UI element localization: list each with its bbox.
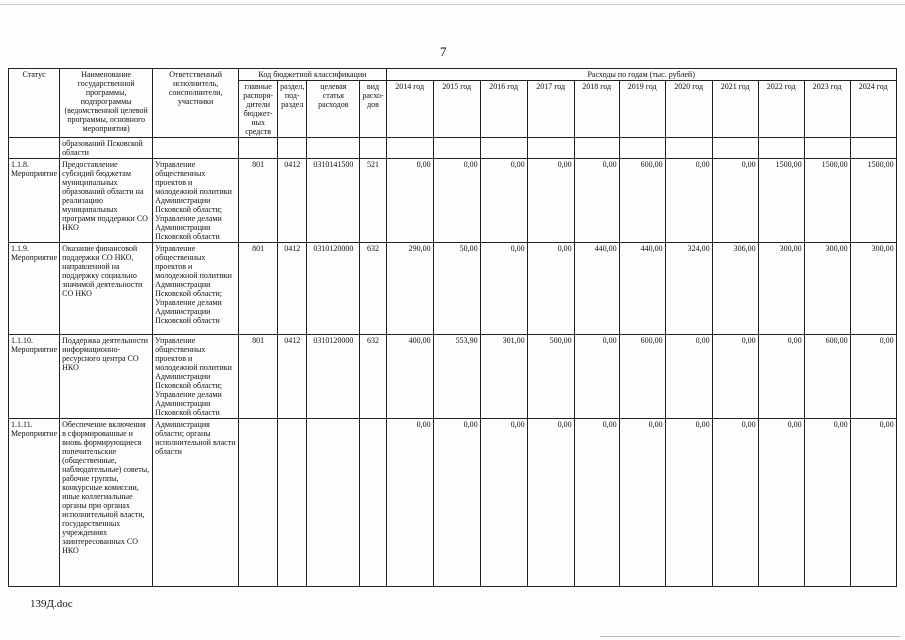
header-year: 2014 год [386, 81, 433, 138]
cell-value: 0,00 [480, 243, 527, 335]
cell-grbs: 801 [239, 243, 278, 335]
cell-vr: 632 [360, 243, 386, 335]
cell-value: 290,00 [386, 243, 433, 335]
cell-value: 0,00 [665, 159, 712, 243]
cell-value: 0,00 [574, 159, 619, 243]
cell-value: 0,00 [712, 159, 758, 243]
cell-value: 0,00 [619, 419, 665, 587]
header-rz: раздел, под-раздел [278, 81, 307, 138]
cell-value: 50,00 [433, 243, 480, 335]
continuation-text: образований Псковской области [60, 138, 153, 159]
cell-value: 1500,00 [804, 159, 850, 243]
cell-status: 1.1.9. Мероприятие [9, 243, 60, 335]
cell-csr [307, 419, 360, 587]
header-year: 2017 год [527, 81, 574, 138]
header-year: 2018 год [574, 81, 619, 138]
table-row [9, 243, 897, 335]
cell-value: 0,00 [712, 419, 758, 587]
cell-value: 300,00 [850, 243, 896, 335]
cell-status: 1.1.10. Мероприятие [9, 335, 60, 419]
cell-grbs: 801 [239, 159, 278, 243]
cell-csr: 0310141500 [307, 159, 360, 243]
cell-value: 1500,00 [850, 159, 896, 243]
cell-value: 0,00 [758, 335, 804, 419]
cell-name: Предоставление субсидий бюджетам муниципальных образований области на реализацию муниципальных программ поддержки СО НКО [60, 159, 153, 243]
page-number: 7 [440, 44, 447, 59]
cell-value: 300,00 [804, 243, 850, 335]
cell-value: 306,00 [712, 243, 758, 335]
cell-responsible: Управление общественных проектов и молодежной политики Администрации Псковской области; Управление делами Администрации Псковской области [153, 243, 239, 335]
cell-value: 553,90 [433, 335, 480, 419]
cell-value: 0,00 [850, 419, 896, 587]
cell-value: 0,00 [665, 419, 712, 587]
header-year: 2020 год [665, 81, 712, 138]
cell-value: 0,00 [386, 419, 433, 587]
cell-rz: 0412 [278, 159, 307, 243]
cell-value: 324,00 [665, 243, 712, 335]
cell-value: 301,00 [480, 335, 527, 419]
cell-status: 1.1.11. Мероприятие [9, 419, 60, 587]
header-year: 2016 год [480, 81, 527, 138]
cell-vr [360, 419, 386, 587]
header-vr: вид расхо-дов [360, 81, 386, 138]
header-years-title: Расходы по годам (тыс. рублей) [386, 69, 896, 81]
header-csr: целевая статья расходов [307, 81, 360, 138]
header-year: 2015 год [433, 81, 480, 138]
header-year: 2019 год [619, 81, 665, 138]
cell-value: 300,00 [758, 243, 804, 335]
cell-vr: 632 [360, 335, 386, 419]
cell-csr: 0310120000 [307, 243, 360, 335]
cell-grbs: 801 [239, 335, 278, 419]
cell-value: 0,00 [527, 159, 574, 243]
cell-rz: 0412 [278, 243, 307, 335]
header-grbs: главные распоря-дители бюджет-ных средств [239, 81, 278, 138]
cell-vr: 521 [360, 159, 386, 243]
cell-responsible: Управление общественных проектов и молодежной политики Администрации Псковской области; Управление делами Администрации Псковской области [153, 159, 239, 243]
header-status: Статус [9, 69, 60, 138]
table-row [9, 335, 897, 419]
scan-edge-top [0, 4, 905, 5]
cell-value: 0,00 [433, 419, 480, 587]
continuation-row [9, 138, 897, 159]
cell-value: 440,00 [619, 243, 665, 335]
cell-value: 1500,00 [758, 159, 804, 243]
cell-value: 440,00 [574, 243, 619, 335]
cell-csr: 0310120000 [307, 335, 360, 419]
cell-grbs [239, 419, 278, 587]
cell-value: 0,00 [574, 419, 619, 587]
cell-value: 0,00 [665, 335, 712, 419]
cell-status: 1.1.8. Мероприятие [9, 159, 60, 243]
cell-name: Обеспечение включения в сформированные и вновь формирующиеся попечительские (общественные, наблюдательные) советы, рабочие группы, конкурсные комиссии, иные коллегиальные органы при органах исполнительной власти, государственных учреждениях заинтересованных СО НКО [60, 419, 153, 587]
header-name: Наименование государственной программы, подпрограммы (ведомственной целевой программы, основного мероприятия) [60, 69, 153, 138]
cell-value: 500,00 [527, 335, 574, 419]
cell-value: 0,00 [850, 335, 896, 419]
cell-value: 600,00 [804, 335, 850, 419]
cell-value: 600,00 [619, 335, 665, 419]
cell-responsible: Администрация области; органы исполнительной власти области [153, 419, 239, 587]
header-kbk: Код бюджетной классификации [239, 69, 387, 81]
cell-value: 0,00 [804, 419, 850, 587]
cell-value: 0,00 [433, 159, 480, 243]
cell-name: Поддержка деятельности информационно-ресурсного центра СО НКО [60, 335, 153, 419]
cell-rz [278, 419, 307, 587]
header-year: 2023 год [804, 81, 850, 138]
header-responsible: Ответственный исполнитель, соисполнители, участники [153, 69, 239, 138]
header-year: 2024 год [850, 81, 896, 138]
cell-value: 0,00 [480, 159, 527, 243]
cell-value: 400,00 [386, 335, 433, 419]
cell-value: 0,00 [527, 243, 574, 335]
header-year: 2021 год [712, 81, 758, 138]
table-row [9, 159, 897, 243]
cell-name: Оказание финансовой поддержки СО НКО, направленной на поддержку социально значимой деятельности СО НКО [60, 243, 153, 335]
cell-rz: 0412 [278, 335, 307, 419]
cell-value: 600,00 [619, 159, 665, 243]
header-year: 2022 год [758, 81, 804, 138]
scan-edge-bottom [600, 636, 900, 637]
cell-value: 0,00 [527, 419, 574, 587]
cell-value: 0,00 [480, 419, 527, 587]
cell-value: 0,00 [758, 419, 804, 587]
table-row [9, 419, 897, 587]
footer-filename: 139Д.doc [30, 598, 73, 610]
cell-value: 0,00 [386, 159, 433, 243]
cell-responsible: Управление общественных проектов и молодежной политики Администрации Псковской области; Управление делами Администрации Псковской области [153, 335, 239, 419]
cell-value: 0,00 [712, 335, 758, 419]
budget-table [8, 68, 897, 587]
cell-value: 0,00 [574, 335, 619, 419]
